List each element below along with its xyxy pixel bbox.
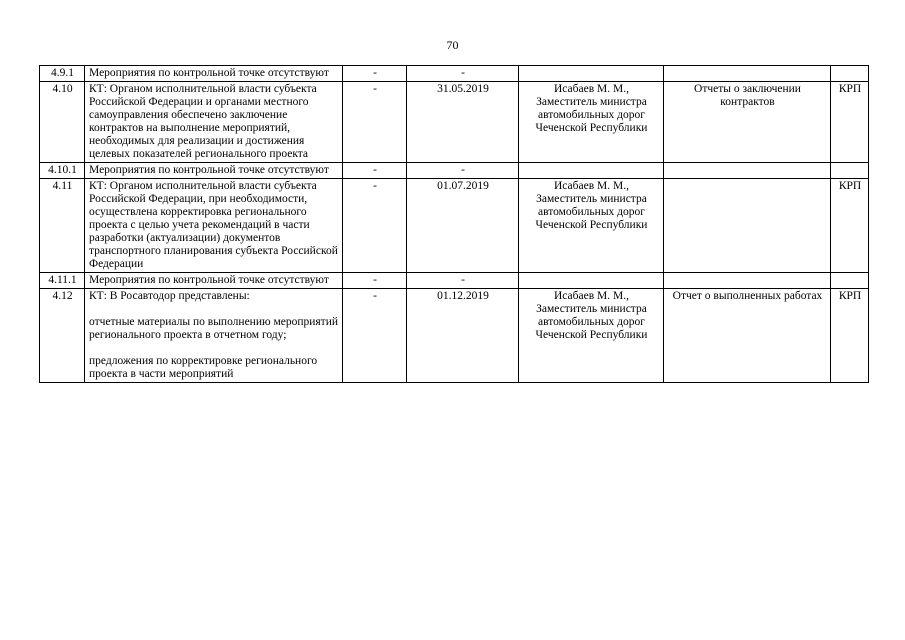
result-cell: Отчет о выполненных работах: [664, 289, 831, 383]
description-cell: [85, 179, 343, 273]
end-date-cell: 31.05.2019: [407, 82, 519, 163]
start-date-cell: -: [343, 163, 407, 179]
control-level-cell: [831, 163, 869, 179]
responsible-cell: Исабаев М. М., Заместитель министра автомобильных дорог Чеченской Республики: [519, 289, 664, 383]
description-paragraph: предложения по корректировке регионального проекта в части мероприятий: [89, 355, 318, 380]
item-number-cell: 4.9.1: [40, 66, 85, 82]
result-cell: [664, 179, 831, 273]
plan-table-body: [40, 66, 869, 383]
start-date-cell: -: [343, 273, 407, 289]
result-cell: [664, 163, 831, 179]
description-paragraph: Мероприятия по контрольной точке отсутствуют: [89, 274, 329, 286]
control-level-cell: [831, 273, 869, 289]
control-level-cell: КРП: [831, 179, 869, 273]
start-date-cell: -: [343, 82, 407, 163]
responsible-cell: [519, 66, 664, 82]
responsible-cell: Исабаев М. М., Заместитель министра автомобильных дорог Чеченской Республики: [519, 179, 664, 273]
control-level-cell: КРП: [831, 82, 869, 163]
page-number: 70: [446, 38, 459, 52]
result-cell: [664, 273, 831, 289]
description-cell: [85, 289, 343, 383]
item-number-cell: 4.12: [40, 289, 85, 383]
end-date-cell: -: [407, 163, 519, 179]
description-paragraph: КТ: Органом исполнительной власти субъекта Российской Федерации, при необходимости, осуществлена корректировка регионального проекта с целью учета рекомендаций в части разработки (актуализации) документов транспортного планирования субъекта Российской Федерации: [89, 180, 338, 270]
plan-table: [39, 65, 869, 383]
description-paragraph: отчетные материалы по выполнению мероприятий регионального проекта в отчетном году;: [89, 316, 339, 341]
paragraph-spacer: [89, 303, 339, 316]
description-paragraph: Мероприятия по контрольной точке отсутствуют: [89, 67, 329, 79]
table-row: [40, 163, 869, 179]
result-cell: [664, 66, 831, 82]
description-cell: [85, 66, 343, 82]
table-row: [40, 273, 869, 289]
description-cell: [85, 163, 343, 179]
table-row: [40, 179, 869, 273]
control-level-cell: КРП: [831, 289, 869, 383]
end-date-cell: -: [407, 66, 519, 82]
description-cell: [85, 82, 343, 163]
description-cell: [85, 273, 343, 289]
start-date-cell: -: [343, 289, 407, 383]
description-paragraph: Мероприятия по контрольной точке отсутствуют: [89, 164, 329, 176]
description-paragraph: КТ: Органом исполнительной власти субъекта Российской Федерации и органами местного самоуправления обеспечено заключение контрактов на выполнение мероприятий, необходимых для реализации и достижения целевых показателей регионального проекта: [89, 83, 317, 160]
control-level-cell: [831, 66, 869, 82]
end-date-cell: 01.07.2019: [407, 179, 519, 273]
responsible-cell: [519, 273, 664, 289]
item-number-cell: 4.10.1: [40, 163, 85, 179]
item-number-cell: 4.11.1: [40, 273, 85, 289]
table-row: [40, 289, 869, 383]
description-paragraph: КТ: В Росавтодор представлены:: [89, 290, 250, 302]
paragraph-spacer: [89, 342, 339, 355]
table-row: [40, 82, 869, 163]
responsible-cell: [519, 163, 664, 179]
item-number-cell: 4.11: [40, 179, 85, 273]
end-date-cell: 01.12.2019: [407, 289, 519, 383]
start-date-cell: -: [343, 66, 407, 82]
table-row: [40, 66, 869, 82]
item-number-cell: 4.10: [40, 82, 85, 163]
end-date-cell: -: [407, 273, 519, 289]
responsible-cell: Исабаев М. М., Заместитель министра автомобильных дорог Чеченской Республики: [519, 82, 664, 163]
result-cell: Отчеты о заключении контрактов: [664, 82, 831, 163]
start-date-cell: -: [343, 179, 407, 273]
